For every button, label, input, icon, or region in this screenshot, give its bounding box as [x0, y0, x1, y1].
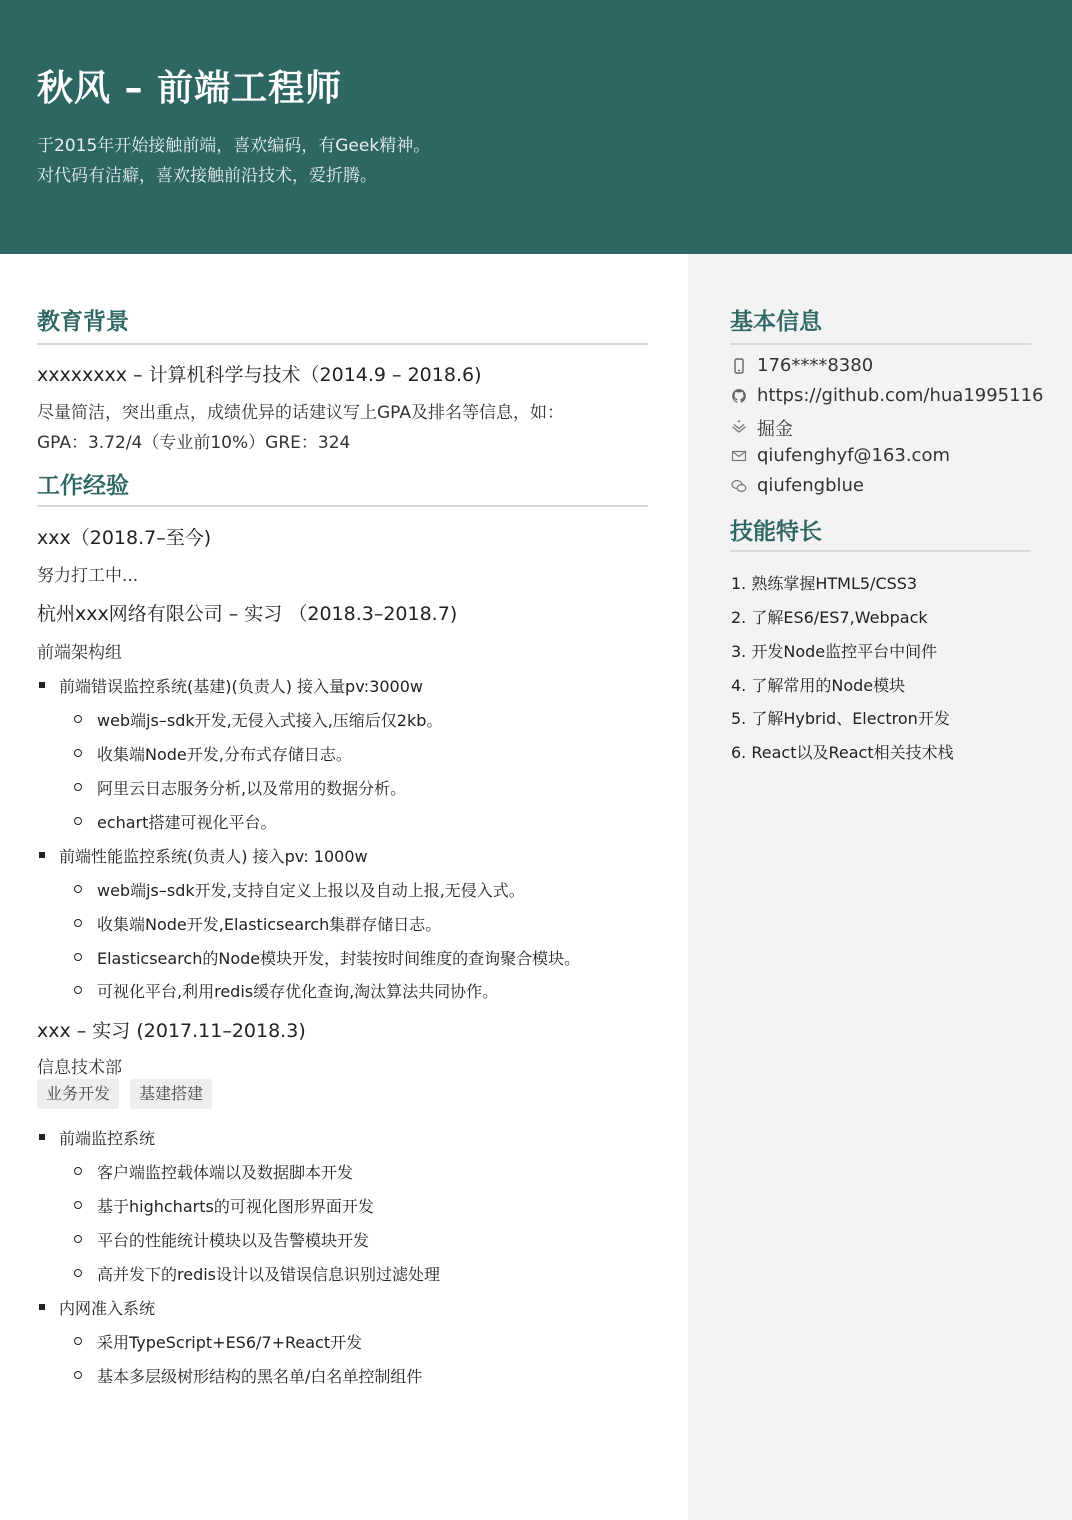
contact-github-link[interactable]: https://github.com/hua1995116 — [757, 385, 1044, 406]
sidebar — [688, 254, 1072, 1520]
bullet-circle — [74, 1269, 82, 1277]
intro-line-1: 于2015年开始接触前端，喜欢编码，有Geek精神。 — [37, 136, 431, 156]
work-divider — [37, 505, 648, 507]
contact-wechat: qiufengblue — [757, 475, 864, 496]
job-heading: xxx（2018.7–至今) — [37, 527, 212, 549]
bullet-square — [39, 1134, 45, 1140]
project-item: 采用TypeScript+ES6/7+React开发 — [97, 1333, 363, 1352]
project-item: 收集端Node开发,分布式存储日志。 — [97, 745, 352, 764]
phone-icon — [731, 358, 747, 374]
work-title: 工作经验 — [37, 473, 129, 499]
bullet-circle — [74, 1235, 82, 1243]
bullet-square — [39, 1304, 45, 1310]
bullet-circle — [74, 986, 82, 994]
project-item: web端js–sdk开发,无侵入式接入,压缩后仅2kb。 — [97, 711, 443, 730]
job-desc: 努力打工中... — [37, 566, 139, 586]
job-heading: 杭州xxx网络有限公司 – 实习 （2018.3–2018.7) — [37, 603, 458, 625]
project-item: 收集端Node开发,Elasticsearch集群存储日志。 — [97, 915, 442, 934]
bullet-circle — [74, 749, 82, 757]
skills-divider — [730, 550, 1031, 552]
project-item: 可视化平台,利用redis缓存优化查询,淘汰算法共同协作。 — [97, 982, 499, 1001]
github-icon — [731, 388, 747, 404]
bullet-circle — [74, 1167, 82, 1175]
bullet-circle — [74, 715, 82, 723]
skill-item: 3. 开发Node监控平台中间件 — [731, 642, 938, 661]
education-desc-2: GPA：3.72/4（专业前10%）GRE：324 — [37, 433, 351, 453]
project-item: 高并发下的redis设计以及错误信息识别过滤处理 — [97, 1265, 441, 1284]
tag: 基建搭建 — [130, 1079, 212, 1109]
project-item: echart搭建可视化平台。 — [97, 813, 277, 832]
contact-email[interactable]: qiufenghyf@163.com — [757, 445, 950, 466]
juejin-icon — [731, 418, 747, 434]
project-item: 阿里云日志服务分析,以及常用的数据分析。 — [97, 779, 407, 798]
bullet-circle — [74, 953, 82, 961]
page-title: 秋风 – 前端工程师 — [37, 68, 343, 109]
header-banner — [0, 0, 1072, 254]
education-divider — [37, 343, 648, 345]
basic-info-title: 基本信息 — [730, 309, 822, 335]
bullet-circle — [74, 817, 82, 825]
bullet-square — [39, 682, 45, 688]
wechat-icon — [731, 478, 747, 494]
job-dept: 前端架构组 — [37, 643, 122, 663]
skill-item: 5. 了解Hybrid、Electron开发 — [731, 709, 950, 728]
skill-item: 1. 熟练掌握HTML5/CSS3 — [731, 574, 918, 593]
mail-icon — [731, 448, 747, 464]
bullet-circle — [74, 1337, 82, 1345]
bullet-circle — [74, 1371, 82, 1379]
project-name: 前端错误监控系统(基建)(负责人) 接入量pv:3000w — [59, 677, 424, 696]
project-name: 内网准入系统 — [59, 1299, 156, 1318]
education-title: 教育背景 — [37, 309, 129, 335]
bullet-circle — [74, 919, 82, 927]
intro-line-2: 对代码有洁癖，喜欢接触前沿技术，爱折腾。 — [37, 166, 377, 186]
project-item: 基本多层级树形结构的黑名单/白名单控制组件 — [97, 1367, 423, 1386]
tag: 业务开发 — [37, 1079, 119, 1109]
education-school: xxxxxxxx – 计算机科学与技术（2014.9 – 2018.6) — [37, 364, 482, 386]
project-item: Elasticsearch的Node模块开发，封装按时间维度的查询聚合模块。 — [97, 949, 581, 968]
education-desc-1: 尽量简洁，突出重点，成绩优异的话建议写上GPA及排名等信息，如： — [37, 403, 564, 423]
bullet-circle — [74, 783, 82, 791]
bullet-circle — [74, 885, 82, 893]
project-item: 平台的性能统计模块以及告警模块开发 — [97, 1231, 370, 1250]
contact-juejin-link[interactable]: 掘金 — [757, 419, 793, 440]
skill-item: 6. React以及React相关技术栈 — [731, 743, 954, 762]
project-item: web端js–sdk开发,支持自定义上报以及自动上报,无侵入式。 — [97, 881, 525, 900]
bullet-square — [39, 852, 45, 858]
basic-info-divider — [730, 343, 1031, 345]
project-name: 前端性能监控系统(负责人) 接入pv: 1000w — [59, 847, 368, 866]
project-name: 前端监控系统 — [59, 1129, 156, 1148]
project-item: 客户端监控载体端以及数据脚本开发 — [97, 1163, 354, 1182]
bullet-circle — [74, 1201, 82, 1209]
skill-item: 2. 了解ES6/ES7,Webpack — [731, 608, 928, 627]
job-dept: 信息技术部 — [37, 1058, 122, 1078]
skills-title: 技能特长 — [730, 519, 822, 545]
job-heading: xxx – 实习 (2017.11–2018.3) — [37, 1020, 306, 1042]
project-item: 基于highcharts的可视化图形界面开发 — [97, 1197, 374, 1216]
contact-phone: 176****8380 — [757, 355, 874, 376]
skill-item: 4. 了解常用的Node模块 — [731, 676, 906, 695]
